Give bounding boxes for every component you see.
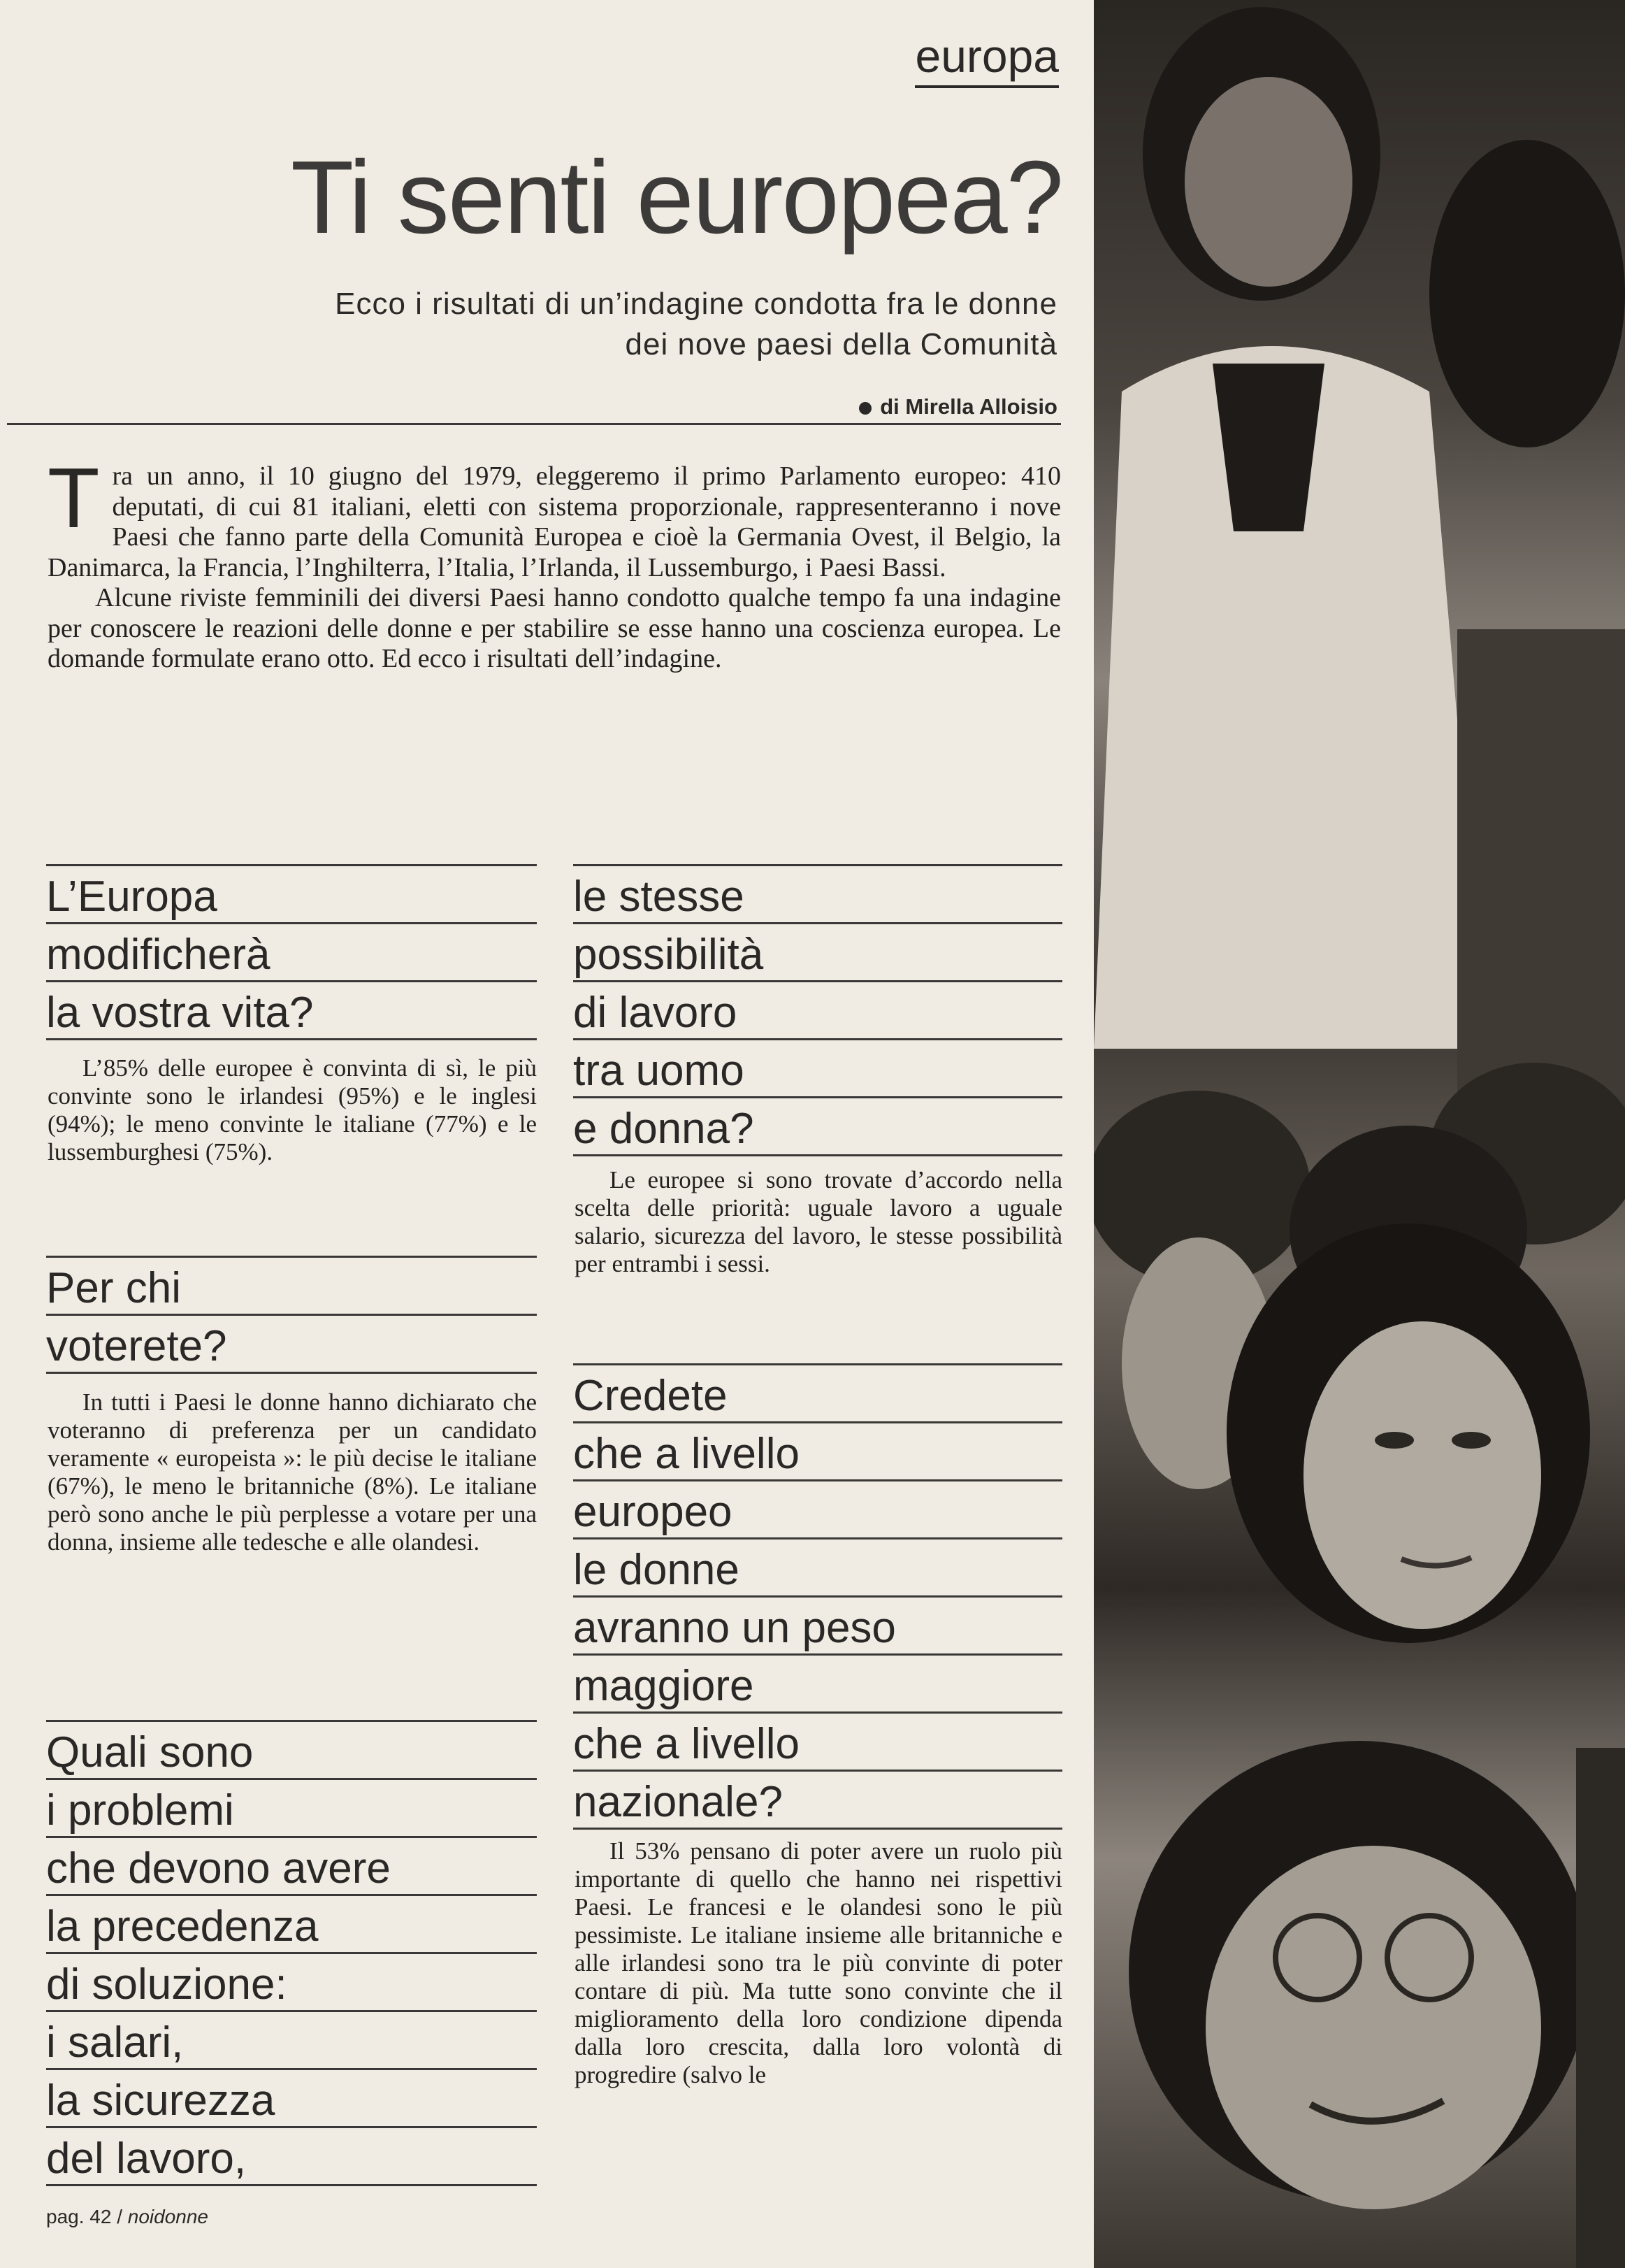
question-line: Quali sono: [46, 1720, 537, 1778]
question-line: che a livello: [573, 1711, 1062, 1770]
section-label: europa: [915, 29, 1059, 88]
intro-paragraph: Alcune riviste femminili dei diversi Paesi hanno condotto qualche tempo fa una indagine per conoscere le reazioni delle donne e per stabilire se esse hanno una coscienza europea. Le domande formulate erano otto. Ed ecco i risultati dell’indagine.: [48, 583, 1061, 673]
question-heading: [46, 864, 537, 1040]
question-line: nazionale?: [573, 1770, 1062, 1830]
question-line: i problemi: [46, 1778, 537, 1836]
page-footer: [46, 2206, 208, 2228]
question-line: di lavoro: [573, 980, 1062, 1038]
answer-text: [575, 1166, 1062, 1278]
question-line: le stesse: [573, 864, 1062, 922]
magazine-name: noidonne: [127, 2206, 208, 2227]
question-line: possibilità: [573, 922, 1062, 980]
article-subtitle: [149, 284, 1057, 365]
question-line: tra uomo: [573, 1038, 1062, 1096]
question-line: che devono avere: [46, 1836, 537, 1894]
question-heading: [573, 1363, 1062, 1830]
question-line: Per chi: [46, 1256, 537, 1314]
question-line: i salari,: [46, 2010, 537, 2068]
answer-text: [48, 1054, 537, 1166]
question-line: la vostra vita?: [46, 980, 537, 1040]
question-line: la sicurezza: [46, 2068, 537, 2126]
question-heading: [46, 1256, 537, 1374]
crowd-photo: [1094, 0, 1625, 2268]
question-line: europeo: [573, 1479, 1062, 1537]
question-line: del lavoro,: [46, 2126, 537, 2186]
subtitle-line: dei nove paesi della Comunità: [625, 327, 1057, 361]
intro-text: [48, 450, 1061, 675]
answer-paragraph: Il 53% pensano di poter avere un ruolo più importante di quello che hanno nei rispettivi Paesi. Le francesi e le olandesi sono le più pessimiste. Le italiane insieme alle britanniche e alle irlandesi sono tra le più convinte di poter contare di più. Ma tutte sono convinte che il miglioramento della loro condizione dipenda dalla loro crescita, dalla loro volontà di progredire (salvo le: [575, 1837, 1062, 2088]
byline: [859, 394, 1057, 419]
intro-paragraph-text: ra un anno, il 10 giugno del 1979, eleggeremo il primo Parlamento europeo: 410 deputati, di cui 81 italiani, eletti con sistema proporzionale, rappresenteranno i nove Paesi che fanno parte della Comunità Europea e cioè la Germania Ovest, il Belgio, la Danimarca, la Francia, l’Inghilterra, l’Italia, l’Irlanda, il Lussemburgo, i Paesi Bassi.: [48, 461, 1061, 582]
question-heading: [46, 1720, 537, 2186]
answer-paragraph: L’85% delle europee è convinta di sì, le più convinte sono le irlandesi (95%) e le inglesi (94%); le meno convinte le italiane (77%) e le lussemburghesi (75%).: [48, 1054, 537, 1165]
intro-paragraph: [48, 450, 1061, 583]
question-line: modificherà: [46, 922, 537, 980]
question-line: avranno un peso: [573, 1595, 1062, 1653]
question-line: di soluzione:: [46, 1952, 537, 2010]
question-line: e donna?: [573, 1096, 1062, 1156]
subtitle-line: Ecco i risultati di un’indagine condotta fra le donne: [335, 287, 1057, 321]
answer-paragraph: Le europee si sono trovate d’accordo nella scelta delle priorità: uguale lavoro a uguale salario, sicurezza del lavoro, le stesse possibilità per entrambi i sessi.: [575, 1166, 1062, 1277]
question-line: Credete: [573, 1363, 1062, 1421]
divider: [7, 423, 1061, 425]
question-line: la precedenza: [46, 1894, 537, 1952]
article-headline: Ti senti europea?: [290, 140, 1062, 255]
answer-paragraph: In tutti i Paesi le donne hanno dichiarato che voteranno di preferenza per un candidato veramente « europeista »: le più decise le italiane (67%), le meno le britanniche (8%). Le italiane però sono anche le più perplesse a votare per una donna, insieme alle tedesche e alle olandesi.: [48, 1388, 537, 1556]
drop-cap: T: [48, 450, 100, 545]
answer-text: [48, 1388, 537, 1556]
byline-author: di Mirella Alloisio: [880, 394, 1057, 419]
crowd-photo-illustration: [1094, 0, 1625, 2268]
question-line: che a livello: [573, 1421, 1062, 1479]
question-line: L’Europa: [46, 864, 537, 922]
question-heading: [573, 864, 1062, 1156]
question-line: le donne: [573, 1537, 1062, 1595]
answer-text: [575, 1837, 1062, 2089]
question-line: voterete?: [46, 1314, 537, 1374]
bullet-icon: [859, 402, 872, 415]
page-number: pag. 42 /: [46, 2206, 122, 2227]
question-line: maggiore: [573, 1653, 1062, 1711]
